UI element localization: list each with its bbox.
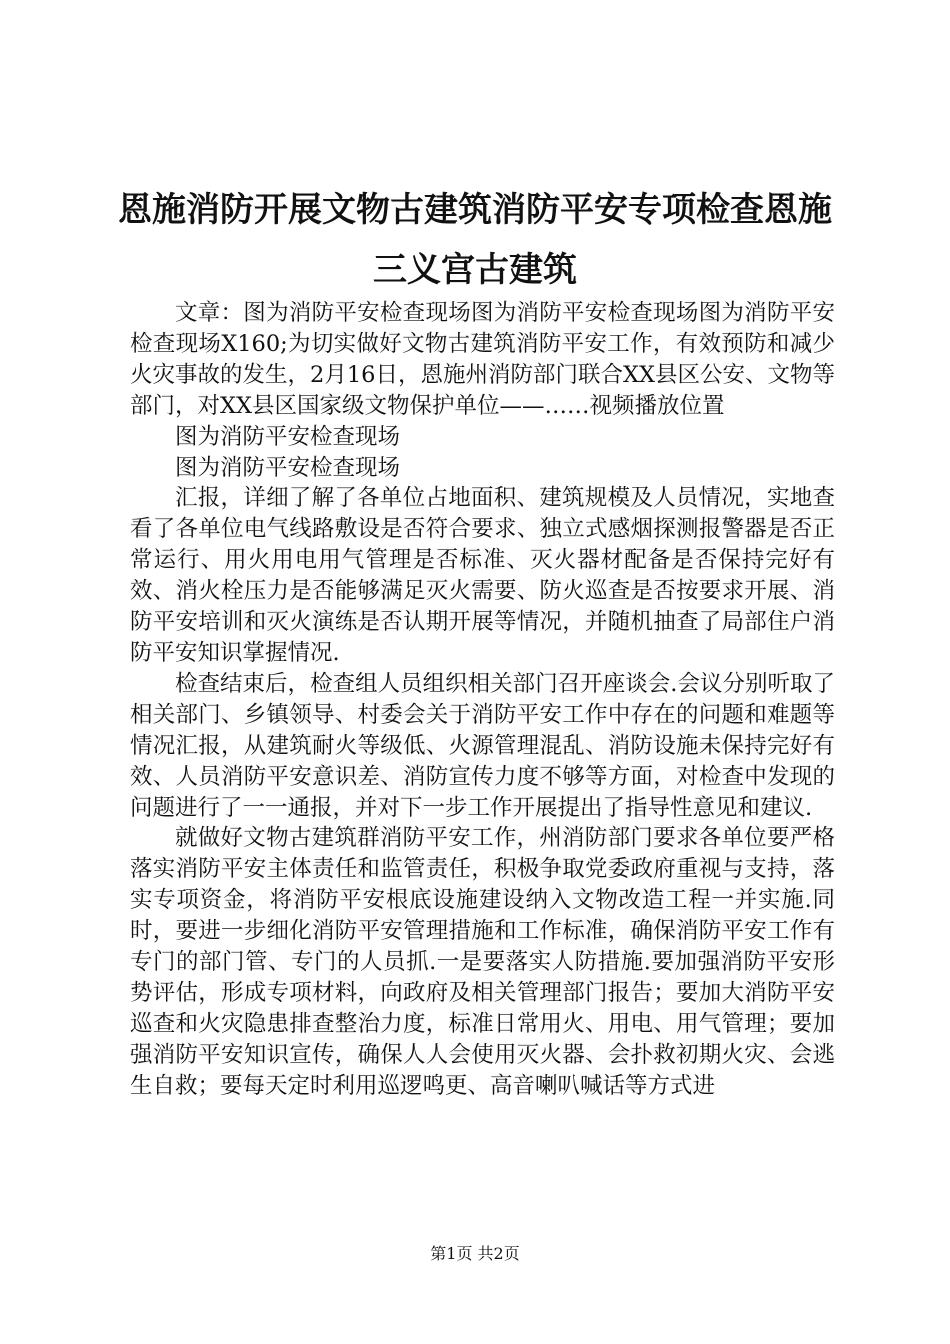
paragraph-meeting: 检查结束后，检查组人员组织相关部门召开座谈会.会议分别听取了相关部门、乡镇领导、村委会关于消防平安工作中存在的问题和难题等情况汇报，从建筑耐火等级低、火源管理混乱、消防设施未保持完好有效、人员消防平安意识差、消防宣传力度不够等方面，对检查中发现的问题进行了一一通报，并对下一步工作开展提出了指导性意见和建议.: [130, 670, 835, 821]
paragraph-caption-2: 图为消防平安检查现场: [175, 454, 401, 481]
document-body: [130, 298, 835, 1102]
paragraph-requirements: 就做好文物古建筑群消防平安工作，州消防部门要求各单位要严格落实消防平安主体责任和监管责任，积极争取党委政府重视与支持，落实专项资金，将消防平安根底设施建设纳入文物改造工程一并实施.同时，要进一步细化消防平安管理措施和工作标准，确保消防平安工作有专门的部门管、专门的人员抓.一是要落实人防措施.要加强消防平安形势评估，形成专项材料，向政府及相关管理部门报告；要加大消防平安巡查和火灾隐患排查整治力度，标准日常用火、用电、用气管理；要加强消防平安知识宣传，确保人人会使用灭火器、会扑救初期火灾、会逃生自救；要每天定时利用巡逻鸣更、高音喇叭喊话等方式进: [130, 825, 835, 1099]
paragraph-caption-1: 图为消防平安检查现场: [175, 423, 401, 450]
page-number-footer: 第1页 共2页: [430, 1244, 520, 1263]
document-title: 恩施消防开展文物古建筑消防平安专项检查恩施三义宫古建筑: [118, 190, 832, 290]
paragraph-inspection: 汇报，详细了解了各单位占地面积、建筑规模及人员情况，实地查看了各单位电气线路敷设是否符合要求、独立式感烟探测报警器是否正常运行、用火用电用气管理是否标准、灭火器材配备是否保持完好有效、消火栓压力是否能够满足灭火需要、防火巡查是否按要求开展、消防平安培训和灭火演练是否认期开展等情况，并随机抽查了局部住户消防平安知识掌握情况.: [130, 485, 835, 666]
paragraph-intro: 文章：图为消防平安检查现场图为消防平安检查现场图为消防平安检查现场X160;为切实做好文物古建筑消防平安工作，有效预防和减少火灾事故的发生，2月16日，恩施州消防部门联合XX县区公安、文物等部门，对XX县区国家级文物保护单位——……视频播放位置: [130, 300, 835, 419]
